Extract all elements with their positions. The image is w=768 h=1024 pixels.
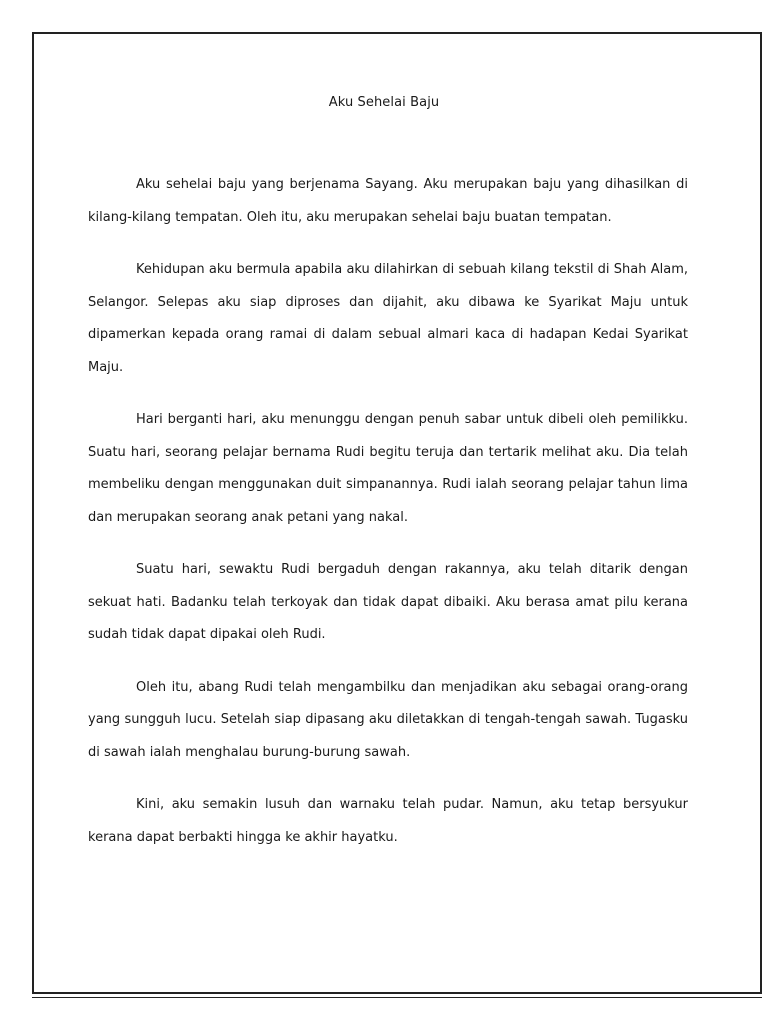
paragraph-6: Kini, aku semakin lusuh dan warnaku telah pudar. Namun, aku tetap bersyukur kerana dapat berbakti hingga ke akhir hayatku. [88, 797, 688, 845]
paragraph-4: Suatu hari, sewaktu Rudi bergaduh dengan rakannya, aku telah ditarik dengan sekuat hati. Badanku telah terkoyak dan tidak dapat dibaiki. Aku berasa amat pilu kerana sudah tidak dapat dipakai oleh Rudi. [88, 562, 688, 642]
paragraph-5: Oleh itu, abang Rudi telah mengambilku dan menjadikan aku sebagai orang-orang yang sungguh lucu. Setelah siap dipasang aku diletakkan di tengah-tengah sawah. Tugasku di sawah ialah menghalau burung-burung sawah. [88, 679, 688, 760]
paragraph-2: Kehidupan aku bermula apabila aku dilahirkan di sebuah kilang tekstil di Shah Alam, Selangor. Selepas aku siap diproses dan dijahit, aku dibawa ke Syarikat Maju untuk dipamerkan kepada orang ramai di dalam sebual almari kaca di hadapan Kedai Syarikat Maju. [88, 262, 688, 375]
document-body [88, 169, 688, 874]
paragraph-1: Aku sehelai baju yang berjenama Sayang. Aku merupakan baju yang dihasilkan di kilang-kilang tempatan. Oleh itu, aku merupakan sehelai baju buatan tempatan. [88, 177, 688, 225]
document-title: Aku Sehelai Baju [328, 95, 440, 110]
paragraph-3: Hari berganti hari, aku menunggu dengan penuh sabar untuk dibeli oleh pemilikku. Suatu hari, seorang pelajar bernama Rudi begitu teruja dan tertarik melihat aku. Dia telah membeliku dengan menggunakan duit simpanannya. Rudi ialah seorang pelajar tahun lima dan merupakan seorang anak petani yang nakal. [88, 412, 688, 525]
